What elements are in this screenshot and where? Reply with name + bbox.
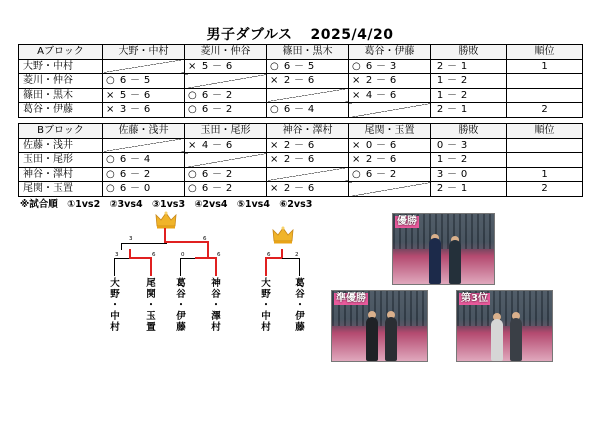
bracket-line	[121, 243, 122, 250]
score-against: 2	[225, 89, 233, 101]
bracket-win-line	[129, 257, 152, 259]
score-dash: －	[294, 183, 304, 195]
score-for: 6	[201, 168, 209, 180]
score-against: 6	[307, 75, 315, 87]
score-for: 6	[201, 183, 209, 195]
match-result	[267, 74, 349, 89]
win-loss	[431, 74, 507, 89]
match-result	[349, 74, 431, 89]
third-place-photo	[456, 290, 553, 362]
score-for: 6	[119, 75, 127, 87]
third-place-label: 第3位	[461, 293, 488, 304]
score-against: 2	[225, 183, 233, 195]
wl-dash: －	[447, 183, 457, 195]
bracket-line	[114, 258, 115, 276]
result-symbol: ○	[106, 183, 115, 195]
match-result	[349, 167, 431, 182]
bracket-line	[282, 258, 299, 259]
wins: 2	[436, 60, 444, 72]
losses: 2	[460, 89, 468, 101]
score-against: 6	[307, 154, 315, 166]
result-symbol: ×	[270, 154, 279, 166]
score-for: 4	[365, 89, 373, 101]
column-header: Aブロック	[19, 45, 103, 60]
result-symbol: ×	[352, 75, 361, 87]
rank	[507, 74, 583, 89]
score-against: 5	[143, 75, 151, 87]
score-against: 0	[143, 183, 151, 195]
score-dash: －	[376, 60, 386, 72]
result-symbol: ○	[106, 154, 115, 166]
table-row	[19, 74, 583, 89]
semi-score: 6	[152, 252, 156, 258]
score-for: 6	[201, 89, 209, 101]
bracket-line	[121, 243, 167, 244]
winner-photo	[392, 213, 495, 285]
wins: 0	[436, 139, 444, 151]
score-dash: －	[294, 139, 304, 151]
win-loss	[431, 103, 507, 118]
score-for: 6	[365, 60, 373, 72]
score-against: 6	[307, 139, 315, 151]
result-symbol: ×	[270, 183, 279, 195]
self-match-cell	[185, 153, 267, 168]
match-result	[267, 182, 349, 197]
result-symbol: ○	[270, 104, 279, 116]
score-dash: －	[130, 168, 140, 180]
match-result	[267, 103, 349, 118]
wl-dash: －	[447, 154, 457, 166]
score-for: 6	[283, 104, 291, 116]
score-against: 6	[307, 183, 315, 195]
column-header: Bブロック	[19, 124, 103, 139]
third-score: 2	[295, 252, 299, 258]
losses: 1	[460, 104, 468, 116]
result-symbol: ×	[106, 104, 115, 116]
final-score: 6	[203, 236, 207, 242]
losses: 1	[460, 60, 468, 72]
score-against: 2	[225, 168, 233, 180]
self-match-cell	[103, 59, 185, 74]
match-order-item: ②3vs4	[109, 199, 143, 210]
match-result	[267, 153, 349, 168]
win-loss	[431, 153, 507, 168]
bracket-win-line	[207, 249, 209, 259]
match-result	[185, 167, 267, 182]
match-result	[185, 59, 267, 74]
score-for: 6	[119, 183, 127, 195]
team-name: 神谷・澤村	[19, 167, 103, 182]
column-header: 神谷・澤村	[267, 124, 349, 139]
match-result	[267, 138, 349, 153]
rank: 2	[507, 182, 583, 197]
match-result	[103, 74, 185, 89]
score-against: 6	[389, 154, 397, 166]
score-against: 4	[143, 154, 151, 166]
score-against: 6	[389, 139, 397, 151]
result-symbol: ○	[106, 75, 115, 87]
wl-dash: －	[447, 104, 457, 116]
match-result	[103, 103, 185, 118]
column-header: 葛谷・伊藤	[349, 45, 431, 60]
wl-dash: －	[447, 60, 457, 72]
wins: 2	[436, 104, 444, 116]
title-date: 2025/4/20	[310, 27, 394, 43]
score-for: 2	[283, 183, 291, 195]
column-header: 大野・中村	[103, 45, 185, 60]
score-for: 2	[283, 139, 291, 151]
result-symbol: ○	[188, 104, 197, 116]
score-dash: －	[212, 89, 222, 101]
score-dash: －	[212, 168, 222, 180]
losses: 2	[460, 154, 468, 166]
match-result	[185, 138, 267, 153]
third-score: 6	[267, 252, 271, 258]
score-dash: －	[294, 104, 304, 116]
result-symbol: ○	[188, 168, 197, 180]
match-result	[185, 88, 267, 103]
bracket-team: 葛 谷 ・ 伊 藤	[176, 278, 186, 333]
result-symbol: ×	[270, 139, 279, 151]
match-order-item: ③1vs3	[151, 199, 186, 210]
bracket-win-line	[195, 257, 217, 259]
table-row	[19, 88, 583, 103]
semi-score: 3	[115, 252, 119, 258]
score-against: 4	[307, 104, 315, 116]
semi-score: 0	[181, 252, 185, 258]
bracket-win-line	[150, 257, 152, 276]
score-dash: －	[376, 89, 386, 101]
team-name: 大野・中村	[19, 59, 103, 74]
score-for: 6	[201, 104, 209, 116]
score-dash: －	[212, 139, 222, 151]
page-title	[0, 26, 600, 44]
score-for: 2	[365, 75, 373, 87]
score-for: 6	[119, 154, 127, 166]
bracket-team: 神 谷 ・ 澤 村	[211, 278, 221, 333]
result-symbol: ○	[106, 168, 115, 180]
bracket-line	[180, 258, 181, 276]
wl-dash: －	[447, 89, 457, 101]
runner-up-photo	[331, 290, 428, 362]
wl-dash: －	[447, 75, 457, 87]
table-row	[19, 153, 583, 168]
column-header: 尾関・玉置	[349, 124, 431, 139]
match-result	[103, 153, 185, 168]
self-match-cell	[349, 103, 431, 118]
wl-dash: －	[447, 168, 457, 180]
bracket-win-line	[215, 257, 217, 276]
match-result	[349, 153, 431, 168]
table-row	[19, 167, 583, 182]
score-against: 6	[389, 89, 397, 101]
win-loss	[431, 138, 507, 153]
score-against: 6	[225, 60, 233, 72]
bracket-team: 大 野 ・ 中 村	[110, 278, 120, 333]
wins: 1	[436, 154, 444, 166]
score-against: 2	[225, 104, 233, 116]
score-for: 0	[365, 139, 373, 151]
self-match-cell	[349, 182, 431, 197]
crown-icon	[155, 211, 177, 229]
score-against: 6	[143, 104, 151, 116]
wins: 3	[436, 168, 444, 180]
bracket-win-line	[164, 228, 166, 243]
score-dash: －	[130, 75, 140, 87]
match-order-item: ①1vs2	[67, 199, 101, 210]
score-for: 2	[365, 154, 373, 166]
score-for: 2	[283, 75, 291, 87]
score-dash: －	[212, 104, 222, 116]
self-match-cell	[267, 88, 349, 103]
result-symbol: ×	[352, 139, 361, 151]
team-name: 尾関・玉置	[19, 182, 103, 197]
score-for: 6	[283, 60, 291, 72]
bracket-win-line	[265, 257, 267, 276]
team-name: 葛谷・伊藤	[19, 103, 103, 118]
bracket-team: 大 野 ・ 中 村	[261, 278, 271, 333]
match-result	[349, 138, 431, 153]
table-header-row	[19, 124, 583, 139]
win-loss	[431, 182, 507, 197]
bracket-team: 尾 関 ・ 玉 置	[146, 278, 156, 333]
result-symbol: ○	[270, 60, 279, 72]
column-header: 勝敗	[431, 124, 507, 139]
score-against: 6	[225, 139, 233, 151]
match-result	[185, 103, 267, 118]
final-score: 3	[129, 236, 133, 242]
score-against: 6	[143, 89, 151, 101]
score-against: 2	[143, 168, 151, 180]
rank	[507, 138, 583, 153]
score-for: 2	[283, 154, 291, 166]
score-dash: －	[130, 89, 140, 101]
score-for: 4	[201, 139, 209, 151]
team-name: 佐藤・浅井	[19, 138, 103, 153]
score-dash: －	[130, 104, 140, 116]
result-symbol: ○	[188, 183, 197, 195]
score-dash: －	[376, 139, 386, 151]
losses: 2	[460, 75, 468, 87]
match-result	[267, 59, 349, 74]
wins: 1	[436, 89, 444, 101]
losses: 3	[460, 139, 468, 151]
match-order-item: ④2vs4	[194, 199, 228, 210]
rank	[507, 153, 583, 168]
match-result	[103, 167, 185, 182]
score-for: 5	[201, 60, 209, 72]
match-order-label: ※試合順	[20, 199, 58, 210]
table-row	[19, 182, 583, 197]
column-header: 勝敗	[431, 45, 507, 60]
table-row	[19, 138, 583, 153]
block-b-table	[18, 123, 583, 197]
semi-score: 6	[217, 252, 221, 258]
title-label: 男子ダブルス	[206, 27, 293, 43]
crown-icon	[272, 226, 294, 244]
column-header: 玉田・尾形	[185, 124, 267, 139]
match-result	[103, 182, 185, 197]
result-symbol: ×	[106, 89, 115, 101]
win-loss	[431, 88, 507, 103]
bracket-line	[299, 258, 300, 276]
score-against: 3	[389, 60, 397, 72]
score-dash: －	[376, 154, 386, 166]
match-result	[349, 59, 431, 74]
result-symbol: ○	[352, 168, 361, 180]
match-result	[349, 88, 431, 103]
runner-up-label: 準優勝	[336, 293, 366, 304]
table-row	[19, 59, 583, 74]
self-match-cell	[267, 167, 349, 182]
score-dash: －	[294, 75, 304, 87]
result-symbol: ×	[188, 139, 197, 151]
team-name: 玉田・尾形	[19, 153, 103, 168]
score-dash: －	[294, 60, 304, 72]
bracket-line	[180, 258, 196, 259]
score-dash: －	[130, 154, 140, 166]
win-loss	[431, 167, 507, 182]
score-against: 5	[307, 60, 315, 72]
rank: 2	[507, 103, 583, 118]
score-for: 3	[119, 104, 127, 116]
column-header: 菱川・仲谷	[185, 45, 267, 60]
bracket-line	[114, 258, 130, 259]
score-dash: －	[376, 168, 386, 180]
rank: 1	[507, 167, 583, 182]
result-symbol: ×	[352, 89, 361, 101]
result-symbol: ×	[188, 60, 197, 72]
column-header: 順位	[507, 124, 583, 139]
match-order-item: ⑥2vs3	[279, 199, 313, 210]
losses: 0	[460, 168, 468, 180]
score-for: 6	[365, 168, 373, 180]
losses: 1	[460, 183, 468, 195]
block-a-table	[18, 44, 583, 118]
score-against: 2	[389, 168, 397, 180]
rank: 1	[507, 59, 583, 74]
wins: 2	[436, 183, 444, 195]
team-name: 菱川・仲谷	[19, 74, 103, 89]
team-name: 篠田・黒木	[19, 88, 103, 103]
match-result	[103, 88, 185, 103]
score-dash: －	[130, 183, 140, 195]
win-loss	[431, 59, 507, 74]
wl-dash: －	[447, 139, 457, 151]
score-against: 6	[389, 75, 397, 87]
table-row	[19, 103, 583, 118]
score-dash: －	[212, 183, 222, 195]
result-symbol: ×	[352, 154, 361, 166]
self-match-cell	[103, 138, 185, 153]
wins: 1	[436, 75, 444, 87]
score-dash: －	[294, 154, 304, 166]
winner-label: 優勝	[397, 216, 417, 227]
score-for: 5	[119, 89, 127, 101]
score-dash: －	[212, 60, 222, 72]
match-order-item: ⑤1vs4	[236, 199, 270, 210]
match-result	[185, 182, 267, 197]
result-symbol: ×	[270, 75, 279, 87]
table-header-row	[19, 45, 583, 60]
match-order	[20, 196, 318, 210]
column-header: 佐藤・浅井	[103, 124, 185, 139]
column-header: 篠田・黒木	[267, 45, 349, 60]
bracket-team: 葛 谷 ・ 伊 藤	[295, 278, 305, 333]
rank	[507, 88, 583, 103]
self-match-cell	[185, 74, 267, 89]
result-symbol: ○	[188, 89, 197, 101]
score-for: 6	[119, 168, 127, 180]
result-symbol: ○	[352, 60, 361, 72]
score-dash: －	[376, 75, 386, 87]
column-header: 順位	[507, 45, 583, 60]
